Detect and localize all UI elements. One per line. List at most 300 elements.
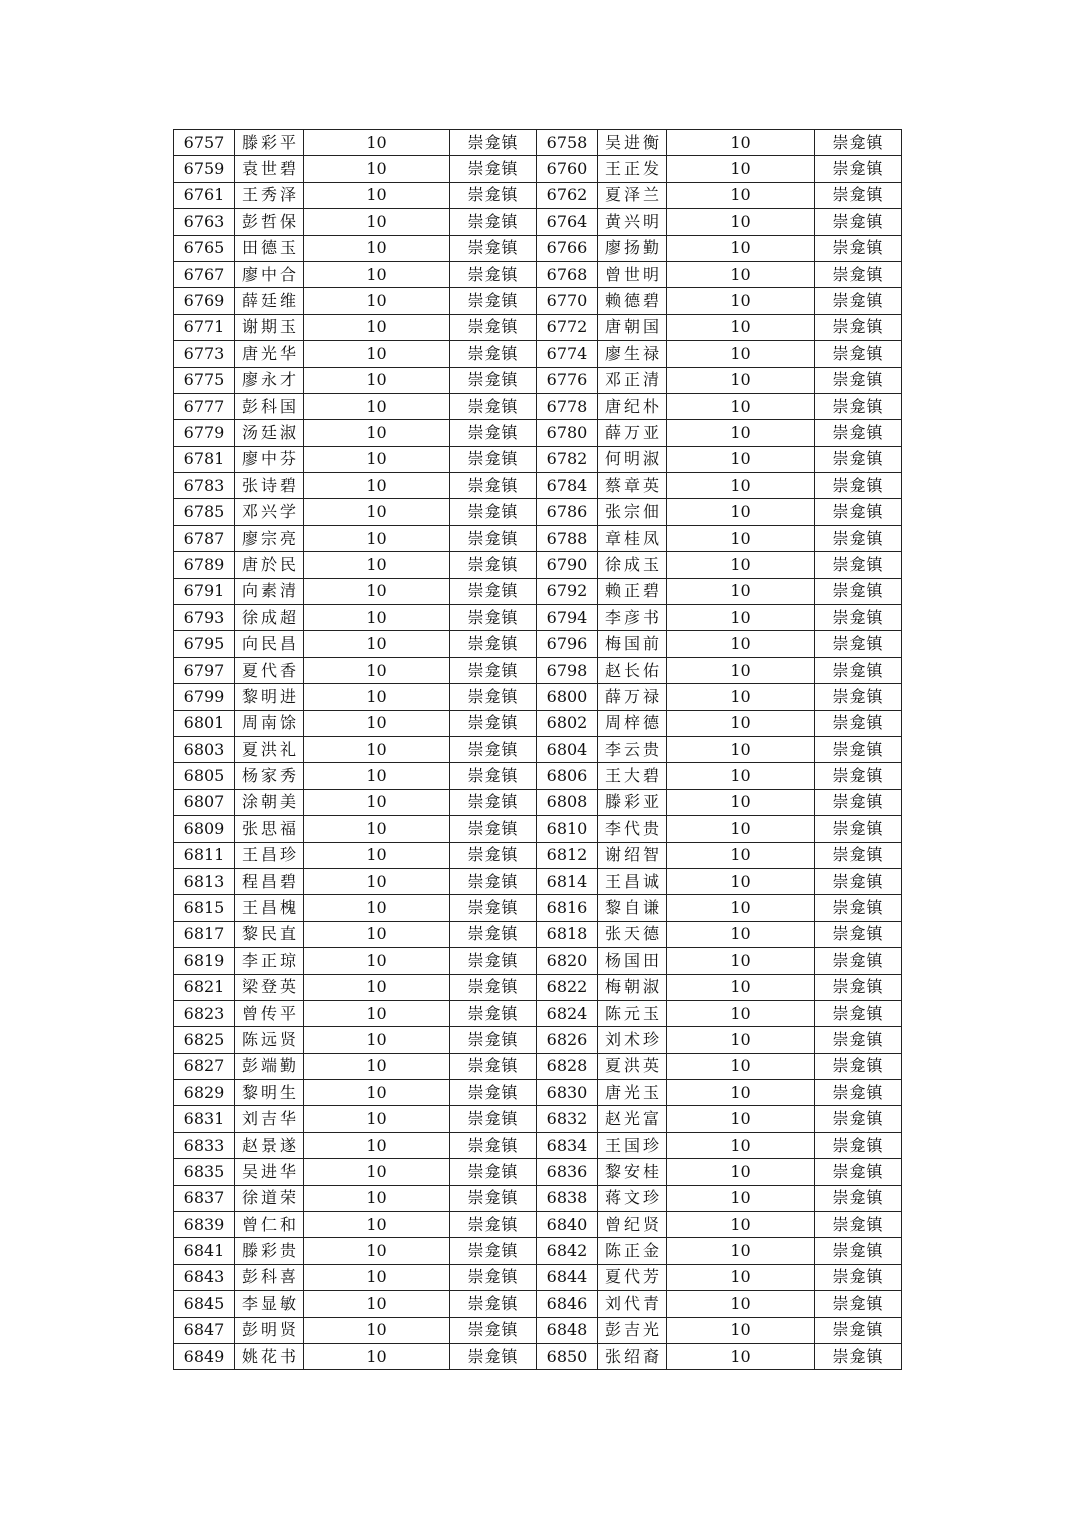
table-row	[174, 684, 902, 710]
right-name-cell: 黄兴明	[598, 209, 667, 235]
right-name-cell: 梅朝淑	[598, 974, 667, 1000]
left-number-cell: 6777	[174, 393, 235, 419]
table-row	[174, 1212, 902, 1238]
left-town-cell: 崇龛镇	[450, 130, 537, 156]
right-town-cell: 崇龛镇	[815, 182, 902, 208]
right-town-cell: 崇龛镇	[815, 974, 902, 1000]
right-name-cell: 王大碧	[598, 763, 667, 789]
right-amount-cell: 10	[667, 816, 815, 842]
table-row	[174, 420, 902, 446]
left-number-cell: 6843	[174, 1264, 235, 1290]
left-town-cell: 崇龛镇	[450, 367, 537, 393]
left-name-cell: 滕彩贵	[235, 1238, 304, 1264]
left-town-cell: 崇龛镇	[450, 1291, 537, 1317]
right-town-cell: 崇龛镇	[815, 895, 902, 921]
left-name-cell: 梁登英	[235, 974, 304, 1000]
table-body	[174, 130, 902, 1370]
right-name-cell: 唐纪朴	[598, 393, 667, 419]
right-name-cell: 刘术珍	[598, 1027, 667, 1053]
right-number-cell: 6816	[537, 895, 598, 921]
right-name-cell: 彭吉光	[598, 1317, 667, 1343]
left-amount-cell: 10	[304, 895, 450, 921]
right-town-cell: 崇龛镇	[815, 1291, 902, 1317]
right-amount-cell: 10	[667, 684, 815, 710]
right-name-cell: 李彦书	[598, 605, 667, 631]
right-town-cell: 崇龛镇	[815, 921, 902, 947]
left-name-cell: 徐道荣	[235, 1185, 304, 1211]
table-row	[174, 1027, 902, 1053]
right-amount-cell: 10	[667, 605, 815, 631]
left-name-cell: 薛廷维	[235, 288, 304, 314]
left-amount-cell: 10	[304, 420, 450, 446]
right-name-cell: 刘代青	[598, 1291, 667, 1317]
left-name-cell: 曾传平	[235, 1000, 304, 1026]
right-number-cell: 6814	[537, 868, 598, 894]
left-number-cell: 6771	[174, 314, 235, 340]
left-number-cell: 6825	[174, 1027, 235, 1053]
left-amount-cell: 10	[304, 1238, 450, 1264]
left-town-cell: 崇龛镇	[450, 1159, 537, 1185]
left-amount-cell: 10	[304, 789, 450, 815]
table-row	[174, 552, 902, 578]
left-town-cell: 崇龛镇	[450, 341, 537, 367]
left-number-cell: 6785	[174, 499, 235, 525]
right-amount-cell: 10	[667, 1212, 815, 1238]
right-town-cell: 崇龛镇	[815, 948, 902, 974]
left-number-cell: 6817	[174, 921, 235, 947]
left-name-cell: 彭哲保	[235, 209, 304, 235]
table-row	[174, 1185, 902, 1211]
left-amount-cell: 10	[304, 446, 450, 472]
subsidy-table	[173, 129, 902, 1370]
right-name-cell: 夏代芳	[598, 1264, 667, 1290]
left-town-cell: 崇龛镇	[450, 1132, 537, 1158]
left-town-cell: 崇龛镇	[450, 156, 537, 182]
right-number-cell: 6804	[537, 736, 598, 762]
left-number-cell: 6807	[174, 789, 235, 815]
right-amount-cell: 10	[667, 525, 815, 551]
right-amount-cell: 10	[667, 657, 815, 683]
left-number-cell: 6763	[174, 209, 235, 235]
right-town-cell: 崇龛镇	[815, 1317, 902, 1343]
left-town-cell: 崇龛镇	[450, 868, 537, 894]
right-number-cell: 6826	[537, 1027, 598, 1053]
right-town-cell: 崇龛镇	[815, 657, 902, 683]
right-name-cell: 蒋文珍	[598, 1185, 667, 1211]
left-number-cell: 6773	[174, 341, 235, 367]
left-number-cell: 6837	[174, 1185, 235, 1211]
left-amount-cell: 10	[304, 868, 450, 894]
right-amount-cell: 10	[667, 1291, 815, 1317]
right-number-cell: 6834	[537, 1132, 598, 1158]
right-name-cell: 夏洪英	[598, 1053, 667, 1079]
left-name-cell: 黎明生	[235, 1080, 304, 1106]
left-town-cell: 崇龛镇	[450, 525, 537, 551]
left-amount-cell: 10	[304, 552, 450, 578]
left-amount-cell: 10	[304, 261, 450, 287]
left-town-cell: 崇龛镇	[450, 895, 537, 921]
right-amount-cell: 10	[667, 1264, 815, 1290]
left-name-cell: 黎民直	[235, 921, 304, 947]
right-name-cell: 吴进衡	[598, 130, 667, 156]
left-amount-cell: 10	[304, 605, 450, 631]
left-amount-cell: 10	[304, 578, 450, 604]
left-town-cell: 崇龛镇	[450, 631, 537, 657]
left-name-cell: 彭明贤	[235, 1317, 304, 1343]
left-number-cell: 6779	[174, 420, 235, 446]
left-number-cell: 6829	[174, 1080, 235, 1106]
right-number-cell: 6798	[537, 657, 598, 683]
left-number-cell: 6823	[174, 1000, 235, 1026]
left-name-cell: 邓兴学	[235, 499, 304, 525]
table-row	[174, 1000, 902, 1026]
right-town-cell: 崇龛镇	[815, 1027, 902, 1053]
left-amount-cell: 10	[304, 209, 450, 235]
left-number-cell: 6827	[174, 1053, 235, 1079]
left-number-cell: 6757	[174, 130, 235, 156]
right-amount-cell: 10	[667, 1317, 815, 1343]
right-number-cell: 6828	[537, 1053, 598, 1079]
right-name-cell: 章桂凤	[598, 525, 667, 551]
left-town-cell: 崇龛镇	[450, 1080, 537, 1106]
right-amount-cell: 10	[667, 552, 815, 578]
left-town-cell: 崇龛镇	[450, 288, 537, 314]
left-number-cell: 6765	[174, 235, 235, 261]
table-row	[174, 1159, 902, 1185]
left-number-cell: 6775	[174, 367, 235, 393]
right-town-cell: 崇龛镇	[815, 473, 902, 499]
left-name-cell: 李正琼	[235, 948, 304, 974]
left-amount-cell: 10	[304, 393, 450, 419]
left-number-cell: 6769	[174, 288, 235, 314]
left-number-cell: 6811	[174, 842, 235, 868]
right-name-cell: 滕彩亚	[598, 789, 667, 815]
left-name-cell: 彭端勤	[235, 1053, 304, 1079]
right-number-cell: 6822	[537, 974, 598, 1000]
right-number-cell: 6766	[537, 235, 598, 261]
table-row	[174, 578, 902, 604]
left-name-cell: 曾仁和	[235, 1212, 304, 1238]
left-number-cell: 6849	[174, 1343, 235, 1369]
left-number-cell: 6761	[174, 182, 235, 208]
left-amount-cell: 10	[304, 499, 450, 525]
right-amount-cell: 10	[667, 631, 815, 657]
left-name-cell: 程昌碧	[235, 868, 304, 894]
left-amount-cell: 10	[304, 1106, 450, 1132]
left-number-cell: 6795	[174, 631, 235, 657]
left-number-cell: 6833	[174, 1132, 235, 1158]
right-town-cell: 崇龛镇	[815, 499, 902, 525]
right-amount-cell: 10	[667, 499, 815, 525]
right-amount-cell: 10	[667, 288, 815, 314]
left-amount-cell: 10	[304, 1053, 450, 1079]
right-town-cell: 崇龛镇	[815, 842, 902, 868]
right-number-cell: 6790	[537, 552, 598, 578]
right-amount-cell: 10	[667, 1132, 815, 1158]
left-amount-cell: 10	[304, 1000, 450, 1026]
left-town-cell: 崇龛镇	[450, 1264, 537, 1290]
table-row	[174, 288, 902, 314]
right-name-cell: 薛万亚	[598, 420, 667, 446]
left-town-cell: 崇龛镇	[450, 1343, 537, 1369]
table-row	[174, 1291, 902, 1317]
right-town-cell: 崇龛镇	[815, 1264, 902, 1290]
right-town-cell: 崇龛镇	[815, 1212, 902, 1238]
right-name-cell: 蔡章英	[598, 473, 667, 499]
left-amount-cell: 10	[304, 1317, 450, 1343]
left-town-cell: 崇龛镇	[450, 420, 537, 446]
right-number-cell: 6846	[537, 1291, 598, 1317]
left-name-cell: 彭科国	[235, 393, 304, 419]
left-number-cell: 6783	[174, 473, 235, 499]
left-name-cell: 黎明进	[235, 684, 304, 710]
left-amount-cell: 10	[304, 1027, 450, 1053]
right-number-cell: 6764	[537, 209, 598, 235]
right-amount-cell: 10	[667, 1185, 815, 1211]
right-town-cell: 崇龛镇	[815, 288, 902, 314]
left-number-cell: 6809	[174, 816, 235, 842]
left-name-cell: 涂朝美	[235, 789, 304, 815]
right-amount-cell: 10	[667, 446, 815, 472]
right-town-cell: 崇龛镇	[815, 1106, 902, 1132]
right-town-cell: 崇龛镇	[815, 763, 902, 789]
table-row	[174, 710, 902, 736]
table-row	[174, 921, 902, 947]
left-amount-cell: 10	[304, 1159, 450, 1185]
right-name-cell: 黎安桂	[598, 1159, 667, 1185]
left-amount-cell: 10	[304, 367, 450, 393]
table-row	[174, 393, 902, 419]
left-town-cell: 崇龛镇	[450, 684, 537, 710]
right-amount-cell: 10	[667, 710, 815, 736]
right-number-cell: 6792	[537, 578, 598, 604]
right-amount-cell: 10	[667, 314, 815, 340]
right-amount-cell: 10	[667, 1080, 815, 1106]
right-number-cell: 6842	[537, 1238, 598, 1264]
right-name-cell: 唐光玉	[598, 1080, 667, 1106]
left-name-cell: 彭科喜	[235, 1264, 304, 1290]
left-name-cell: 李显敏	[235, 1291, 304, 1317]
right-name-cell: 何明淑	[598, 446, 667, 472]
right-number-cell: 6776	[537, 367, 598, 393]
right-town-cell: 崇龛镇	[815, 868, 902, 894]
left-number-cell: 6821	[174, 974, 235, 1000]
left-town-cell: 崇龛镇	[450, 261, 537, 287]
left-town-cell: 崇龛镇	[450, 578, 537, 604]
left-amount-cell: 10	[304, 525, 450, 551]
left-amount-cell: 10	[304, 842, 450, 868]
right-amount-cell: 10	[667, 868, 815, 894]
left-town-cell: 崇龛镇	[450, 974, 537, 1000]
right-amount-cell: 10	[667, 895, 815, 921]
left-name-cell: 廖永才	[235, 367, 304, 393]
table-row	[174, 130, 902, 156]
table-row	[174, 895, 902, 921]
table-row	[174, 868, 902, 894]
right-number-cell: 6808	[537, 789, 598, 815]
right-amount-cell: 10	[667, 1159, 815, 1185]
left-number-cell: 6813	[174, 868, 235, 894]
left-town-cell: 崇龛镇	[450, 736, 537, 762]
left-amount-cell: 10	[304, 1264, 450, 1290]
table-row	[174, 1317, 902, 1343]
right-name-cell: 陈元玉	[598, 1000, 667, 1026]
right-number-cell: 6770	[537, 288, 598, 314]
right-number-cell: 6782	[537, 446, 598, 472]
left-name-cell: 杨家秀	[235, 763, 304, 789]
table-row	[174, 789, 902, 815]
left-number-cell: 6797	[174, 657, 235, 683]
right-amount-cell: 10	[667, 156, 815, 182]
right-town-cell: 崇龛镇	[815, 525, 902, 551]
right-number-cell: 6788	[537, 525, 598, 551]
left-amount-cell: 10	[304, 710, 450, 736]
left-amount-cell: 10	[304, 657, 450, 683]
left-name-cell: 谢期玉	[235, 314, 304, 340]
table-row	[174, 499, 902, 525]
right-number-cell: 6802	[537, 710, 598, 736]
table-row	[174, 948, 902, 974]
right-number-cell: 6820	[537, 948, 598, 974]
right-name-cell: 张绍裔	[598, 1343, 667, 1369]
right-town-cell: 崇龛镇	[815, 552, 902, 578]
left-amount-cell: 10	[304, 473, 450, 499]
right-number-cell: 6786	[537, 499, 598, 525]
table-row	[174, 657, 902, 683]
left-amount-cell: 10	[304, 948, 450, 974]
right-town-cell: 崇龛镇	[815, 605, 902, 631]
right-name-cell: 王昌诚	[598, 868, 667, 894]
right-number-cell: 6778	[537, 393, 598, 419]
left-name-cell: 王昌珍	[235, 842, 304, 868]
right-number-cell: 6850	[537, 1343, 598, 1369]
right-name-cell: 曾纪贤	[598, 1212, 667, 1238]
right-number-cell: 6760	[537, 156, 598, 182]
table-row	[174, 446, 902, 472]
right-town-cell: 崇龛镇	[815, 446, 902, 472]
table-row	[174, 1238, 902, 1264]
right-town-cell: 崇龛镇	[815, 209, 902, 235]
left-number-cell: 6793	[174, 605, 235, 631]
right-name-cell: 廖扬勤	[598, 235, 667, 261]
left-name-cell: 姚花书	[235, 1343, 304, 1369]
right-name-cell: 邓正清	[598, 367, 667, 393]
table-row	[174, 473, 902, 499]
right-amount-cell: 10	[667, 842, 815, 868]
table-row	[174, 1053, 902, 1079]
right-number-cell: 6836	[537, 1159, 598, 1185]
left-town-cell: 崇龛镇	[450, 710, 537, 736]
left-number-cell: 6791	[174, 578, 235, 604]
table-row	[174, 235, 902, 261]
right-amount-cell: 10	[667, 235, 815, 261]
left-name-cell: 刘吉华	[235, 1106, 304, 1132]
right-name-cell: 唐朝国	[598, 314, 667, 340]
left-name-cell: 滕彩平	[235, 130, 304, 156]
right-town-cell: 崇龛镇	[815, 235, 902, 261]
right-number-cell: 6806	[537, 763, 598, 789]
left-town-cell: 崇龛镇	[450, 816, 537, 842]
left-town-cell: 崇龛镇	[450, 209, 537, 235]
right-amount-cell: 10	[667, 789, 815, 815]
left-amount-cell: 10	[304, 1343, 450, 1369]
right-amount-cell: 10	[667, 473, 815, 499]
right-town-cell: 崇龛镇	[815, 314, 902, 340]
left-number-cell: 6841	[174, 1238, 235, 1264]
table-row	[174, 341, 902, 367]
left-town-cell: 崇龛镇	[450, 1027, 537, 1053]
right-number-cell: 6848	[537, 1317, 598, 1343]
left-name-cell: 廖中芬	[235, 446, 304, 472]
left-amount-cell: 10	[304, 631, 450, 657]
left-amount-cell: 10	[304, 156, 450, 182]
right-town-cell: 崇龛镇	[815, 710, 902, 736]
right-town-cell: 崇龛镇	[815, 341, 902, 367]
left-amount-cell: 10	[304, 288, 450, 314]
left-town-cell: 崇龛镇	[450, 393, 537, 419]
table-row	[174, 1106, 902, 1132]
right-name-cell: 廖生禄	[598, 341, 667, 367]
table-row	[174, 974, 902, 1000]
right-amount-cell: 10	[667, 130, 815, 156]
table-row	[174, 525, 902, 551]
right-town-cell: 崇龛镇	[815, 1080, 902, 1106]
right-name-cell: 王正发	[598, 156, 667, 182]
right-number-cell: 6800	[537, 684, 598, 710]
right-town-cell: 崇龛镇	[815, 1185, 902, 1211]
left-town-cell: 崇龛镇	[450, 446, 537, 472]
table-row	[174, 156, 902, 182]
right-town-cell: 崇龛镇	[815, 631, 902, 657]
right-town-cell: 崇龛镇	[815, 393, 902, 419]
left-name-cell: 汤廷淑	[235, 420, 304, 446]
right-name-cell: 黎自谦	[598, 895, 667, 921]
left-name-cell: 赵景遂	[235, 1132, 304, 1158]
right-town-cell: 崇龛镇	[815, 1159, 902, 1185]
right-town-cell: 崇龛镇	[815, 789, 902, 815]
left-amount-cell: 10	[304, 130, 450, 156]
table-row	[174, 763, 902, 789]
left-town-cell: 崇龛镇	[450, 1317, 537, 1343]
table-row	[174, 314, 902, 340]
right-number-cell: 6844	[537, 1264, 598, 1290]
right-number-cell: 6818	[537, 921, 598, 947]
left-number-cell: 6799	[174, 684, 235, 710]
right-name-cell: 徐成玉	[598, 552, 667, 578]
right-town-cell: 崇龛镇	[815, 1053, 902, 1079]
left-number-cell: 6831	[174, 1106, 235, 1132]
right-number-cell: 6780	[537, 420, 598, 446]
right-name-cell: 赖正碧	[598, 578, 667, 604]
right-name-cell: 曾世明	[598, 261, 667, 287]
left-amount-cell: 10	[304, 763, 450, 789]
table-row	[174, 182, 902, 208]
right-number-cell: 6810	[537, 816, 598, 842]
left-town-cell: 崇龛镇	[450, 1238, 537, 1264]
left-amount-cell: 10	[304, 235, 450, 261]
right-town-cell: 崇龛镇	[815, 1343, 902, 1369]
left-number-cell: 6805	[174, 763, 235, 789]
right-name-cell: 张天德	[598, 921, 667, 947]
right-number-cell: 6838	[537, 1185, 598, 1211]
left-number-cell: 6789	[174, 552, 235, 578]
left-amount-cell: 10	[304, 921, 450, 947]
right-name-cell: 李云贵	[598, 736, 667, 762]
table-row	[174, 736, 902, 762]
right-number-cell: 6758	[537, 130, 598, 156]
right-number-cell: 6840	[537, 1212, 598, 1238]
right-town-cell: 崇龛镇	[815, 1000, 902, 1026]
